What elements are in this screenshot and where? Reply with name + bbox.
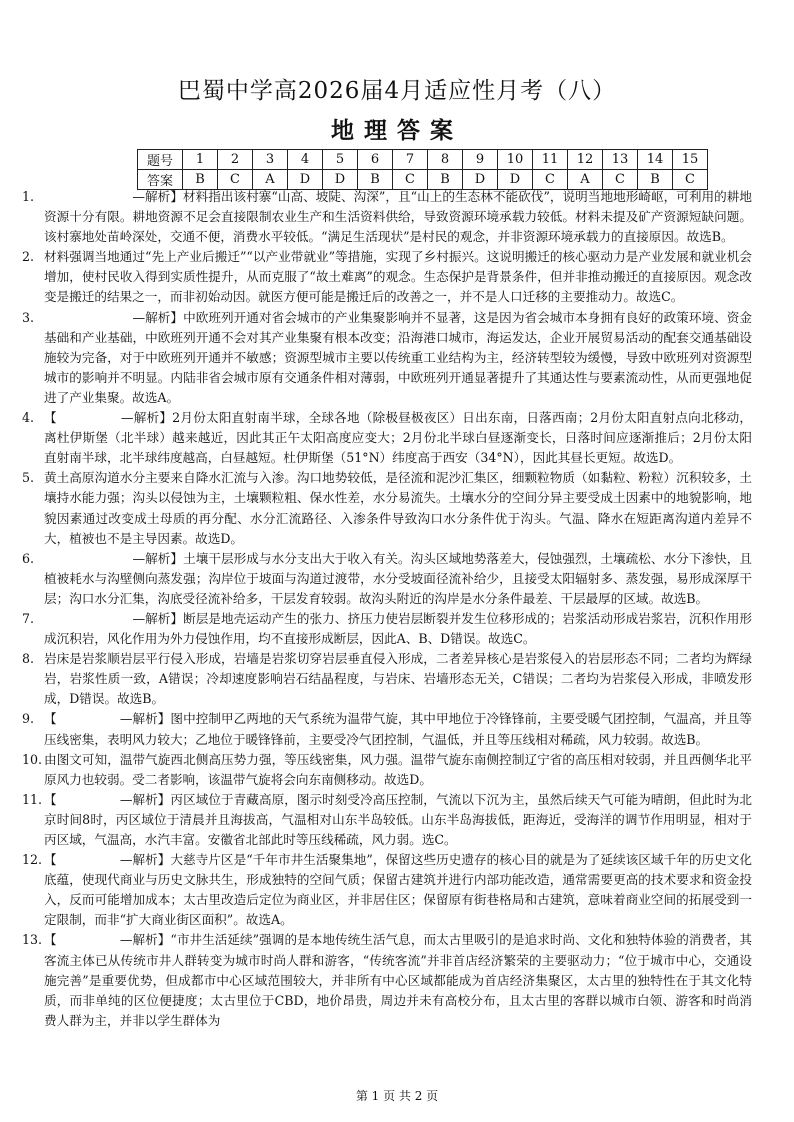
item-text: —解析】材料指出该村寨“山高、坡陡、沟深”，且“山上的生态林不能砍伐”，说明当地地形崎岖，可利用的耕地资源十分有限。耕地资源不足会直接限制农业生产和生活资料供给，导致资源环境承载力较低。材料未提及矿产资源短缺问题。该村寨地处苗岭深处，交通不便，消费水平较低。“满足生活现状”是村民的观念，并非资源环境承载力的直接原因。故选B。 [44,189,752,245]
answer-cell: A [568,170,603,190]
item-text: 【 —解析】图中控制甲乙两地的天气系统为温带气旋，其中甲地位于冷锋锋前，主要受暖气团控制，气温高，并且等压线密集，表明风力较大；乙地位于暖锋锋前，主要受冷气团控制，气温低，并且等压线相对稀疏，风力较弱。故选B。 [44,711,752,747]
answer-cell: D [463,170,498,190]
item-text: —解析】断层是地壳运动产生的张力、挤压力使岩层断裂并发生位移形成的；岩浆活动形成岩浆岩，沉积作用形成沉积岩，风化作用为外力侵蚀作用，均不直接形成断层，因此A、B、D错误。故选C。 [44,610,752,647]
answer-cell: C [393,170,428,190]
page-footer: 第 1 页 共 2 页 [355,1089,439,1103]
item-text: —解析】中欧班列开通对省会城市的产业集聚影响并不显著，这是因为省会城市本身拥有良好的政策环境、资金基础和产业基础，中欧班列开通不会对其产业集聚有根本改变；沿海港口城市，海运发达，企业开展贸易活动的配套交通基础设施较为完备，对于中欧班列开通并不敏感；资源型城市主要以传统重工业结构为主，经济转型较为缓慢，导致中欧班列对资源型城市的影响并不明显。内陆非省会城市原有交通条件相对薄弱，中欧班列开通显著提升了其通达性与要素流动性，从而更强地促进了产业集聚。故选A。 [44,309,752,405]
answer-cell: C [673,170,708,190]
question-number-cell: 1 [183,150,218,170]
item-number: 12. [22,852,43,868]
answer-row-label: 答案 [138,170,183,190]
item-text: 黄土高原沟道水分主要来自降水汇流与入渗。沟口地势较低，是径流和泥沙汇集区，细颗粒物质（如黏粒、粉粒）沉积较多，土壤持水能力强；沟头以侵蚀为主，土壤颗粒粗、保水性差，水分易流失。土壤水分的空间分异主要受成土因素中的地貌影响，地貌因素通过改变成土母质的再分配、水分汇流路径、入渗条件导致沟口水分条件优于沟头。气温、降水在短距离沟道内差异不大，植被也不是主导因素。故选D。 [44,470,752,546]
question-number-cell: 9 [463,150,498,170]
question-number-cell: 15 [673,150,708,170]
answer-cell: B [183,170,218,190]
question-number-cell: 10 [498,150,533,170]
item-number: 11. [22,791,43,807]
question-number-cell: 14 [638,150,673,170]
answer-cell: C [533,170,568,190]
explanation-item [22,649,752,709]
question-number-cell: 12 [568,150,603,170]
explanation-item [22,247,752,307]
answer-cell: B [358,170,393,190]
explanation-item [22,790,752,850]
item-text: 【 —解析】“市井生活延续”强调的是本地传统生活气息，而太古里吸引的是追求时尚、文化和独特体验的消费者，其客流主体已从传统市井人群转变为城市时尚人群和游客，“传统客流”并非首店经济繁荣的主要驱动力；“位于城市中心，交通设施完善”是重要优势，但成都市中心区域范围较大，并非所有中心区域都能成为首店经济集聚区，太古里的独特性在于其文化特质，而非单纯的区位便捷度；太古里位于CBD，地价昂贵，周边并未有高校分布，且太古里的客群以城市白领、游客和时尚消费人群为主，并非以学生群体为 [44,932,752,1028]
item-text: 【 —解析】丙区域位于青藏高原，图示时刻受冷高压控制，气流以下沉为主，虽然后续天气可能为晴朗，但此时为北京时间8时，丙区域位于清晨并且海拔高，气温相对山东半岛较低。山东半岛海拔低，距海近，受海洋的调节作用明显，相对于丙区域，气温高，水汽丰富。安徽省北部此时等压线稀疏，风力弱。选C。 [44,791,752,847]
question-number-cell: 8 [428,150,463,170]
explanation-item [22,709,752,749]
item-number: 10. [22,751,43,767]
item-number: 9. [22,711,35,727]
page-title: 巴蜀中学高2026届4月适应性月考（八） [177,78,617,104]
item-text: —解析】土壤干层形成与水分支出大于收入有关。沟头区域地势落差大，侵蚀强烈，土壤疏松、水分下渗快，且植被耗水与沟壁侧向蒸发强；沟岸位于坡面与沟道过渡带，水分受坡面径流补给少，且接受太阳辐射多、蒸发强，易形成深厚干层；沟口水分汇集，沟底受径流补给多，干层发育较弱。故沟头附近的沟岸是水分条件最差、干层最厚的区域。故选B。 [44,550,752,606]
item-number: 8. [22,651,35,667]
answer-cell: D [288,170,323,190]
explanation-item [22,750,752,790]
item-text: 【 —解析】大慈寺片区是“千年市井生活聚集地”，保留这些历史遗存的核心目的就是为了延续该区域千年的历史文化底蕴，使现代商业与历史文脉共生，形成独特的空间气质；保留古建筑并进行内部功能改造，通常需要更高的技术要求和资金投入，反而可能增加成本；太古里改造后定位为商业区，并非居住区；保留原有街巷格局和古建筑，意味着商业空间的拓展受到一定限制，而非“扩大商业街区面积”。故选A。 [44,852,752,928]
answer-cell: A [253,170,288,190]
item-number: 7. [22,610,35,626]
item-number: 5. [22,470,35,486]
explanation-item [22,468,752,548]
question-number-cell: 3 [253,150,288,170]
answer-cell: D [323,170,358,190]
item-text: 材料强调当地通过“先上产业后搬迁”“以产业带就业”等措施，实现了乡村振兴。这说明搬迁的核心驱动力是产业发展和就业机会增加，使村民收入得到实质性提升，从而克服了“故土难离”的观念。生态保护是背景条件，但并非推动搬迁的直接原因。观念改变是搬迁的结果之一，而非初始动因。就医方便可能是搬迁后的改善之一，并不是人口迁移的主要推动力。故选C。 [44,249,752,305]
item-text: 由图文可知，温带气旋西北侧高压势力强，等压线密集，风力强。温带气旋东南侧控制辽宁省的高压相对较弱，并且西侧华北平原风力也较弱。受二者影响，该温带气旋将会向东南侧移动。故选D。 [44,751,752,787]
explanation-item [22,408,752,468]
explanation-item [22,308,752,408]
item-number: 1. [22,189,35,204]
question-number-cell: 6 [358,150,393,170]
answer-table-number-row [138,150,708,170]
question-number-cell: 7 [393,150,428,170]
item-text: 【 —解析】2月份太阳直射南半球，全球各地（除极昼极夜区）日出东南，日落西南；2月份太阳直射点向北移动，离杜伊斯堡（北半球）越来越近，因此其正午太阳高度应变大；2月份北半球白昼逐渐变长，日落时间应逐渐推后；2月份太阳直射南半球，北半球纬度越高，白昼越短。杜伊斯堡（51°N）纬度高于西安（34°N），因此其昼长更短。故选D。 [44,410,752,466]
explanation-item [22,850,752,930]
answer-cell: B [638,170,673,190]
item-text: 岩床是岩浆顺岩层平行侵入形成，岩墙是岩浆切穿岩层垂直侵入形成，二者差异核心是岩浆侵入的岩层形态不同；二者均为辉绿岩，岩浆性质一致，A错误；冷却速度影响岩石结晶程度，与岩床、岩墙形态无关，C错误；二者均为岩浆侵入形成，非喷发形成，D错误。故选B。 [44,651,752,707]
item-number: 4. [22,410,35,426]
explanation-item [22,549,752,609]
explanation-list [22,187,752,1031]
answer-cell: C [218,170,253,190]
explanation-item [22,187,752,247]
explanation-item [22,609,752,649]
item-number: 2. [22,249,35,265]
answer-table [137,149,708,190]
item-number: 3. [22,309,35,325]
answer-cell: C [603,170,638,190]
question-number-cell: 13 [603,150,638,170]
page-subtitle: 地理答案 [331,117,463,144]
question-number-cell: 4 [288,150,323,170]
item-number: 13. [22,932,43,948]
question-number-cell: 5 [323,150,358,170]
explanation-item [22,930,752,1030]
answer-cell: B [428,170,463,190]
question-number-cell: 2 [218,150,253,170]
number-row-label: 题号 [138,150,183,170]
answer-cell: D [498,170,533,190]
item-number: 6. [22,550,35,566]
question-number-cell: 11 [533,150,568,170]
